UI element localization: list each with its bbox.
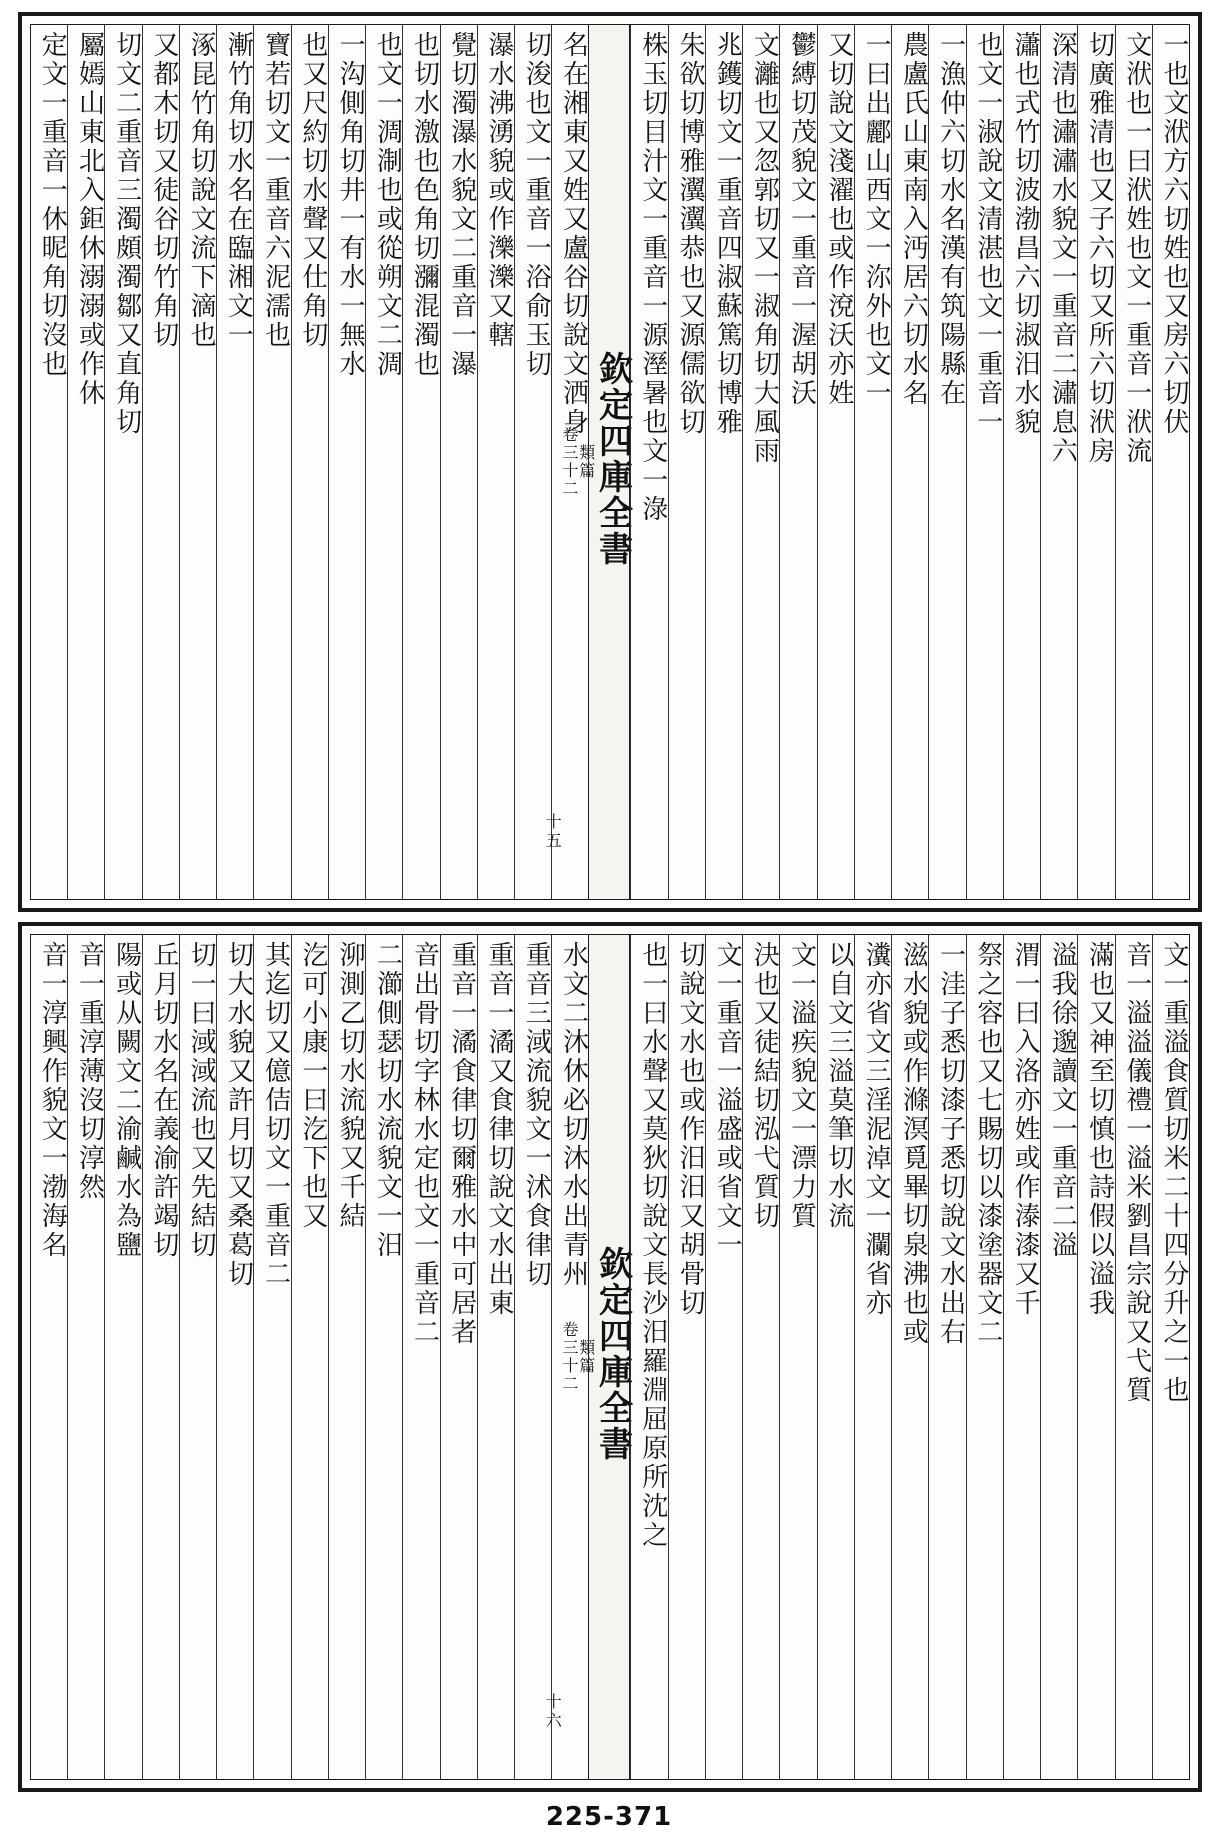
text-column: 深清也潚潚水貌文一重音二潚息六 — [1040, 25, 1077, 899]
text-column: 音一重淳薄沒切淳然 — [67, 935, 104, 1779]
text-column: 名在湘東又姓又盧谷切說文洒身 — [551, 25, 588, 899]
text-column: 株玉切目汁文一重音一源溼暑也文一淥 — [630, 25, 667, 899]
text-column: 陽或从闕文二渝鹹水為鹽 — [104, 935, 141, 1779]
text-column: 也文一淍淛也或從朔文二淍 — [365, 25, 402, 899]
text-column: 切廣雅清也又子六切又所六切洑房 — [1077, 25, 1114, 899]
text-column: 文一重溢食質切米二十四分升之一也 — [1152, 935, 1189, 1779]
text-column: 屬嫣山東北入鉅休溺溺或作休 — [67, 25, 104, 899]
text-column: 滿也又神至切慎也詩假以溢我 — [1077, 935, 1114, 1779]
text-column: 又切說文淺濯也或作渷沃亦姓 — [817, 25, 854, 899]
text-column: 切文二重音三濁頗濁鄒又直角切 — [104, 25, 141, 899]
text-column: 切浚也文一重音一浴俞玉切 — [514, 25, 551, 899]
text-column: 重音一潏又食律切說文水出東 — [477, 935, 514, 1779]
text-column: 渭一曰入洛亦姓或作溙漆又千 — [1003, 935, 1040, 1779]
top-page-panel — [18, 12, 1202, 912]
text-column: 切一曰淢淢流也又先結切 — [179, 935, 216, 1779]
text-column: 以自文三溢莫筆切水流 — [817, 935, 854, 1779]
text-column: 瀑水沸湧貌或作濼濼又轄 — [477, 25, 514, 899]
text-column: 寶若切文一重音六泥濡也 — [253, 25, 290, 899]
text-column: 也一曰水聲又莫狄切說文長沙汨羅淵屈原所沈之 — [630, 935, 667, 1779]
text-column: 又都木切又徒谷切竹角切 — [142, 25, 179, 899]
text-column: 瀟也式竹切波渤昌六切淑汨水貌 — [1003, 25, 1040, 899]
category-label: 類篇 — [576, 1339, 596, 1375]
text-column: 一沟側角切井一有水一無水 — [328, 25, 365, 899]
volume-label: 卷三十二 — [560, 1321, 579, 1393]
text-column: 一曰出酈山西文一沵外也文一 — [854, 25, 891, 899]
text-column: 農盧氏山東南入沔居六切水名 — [891, 25, 928, 899]
text-column: 音一淳興作貌文一渤海名 — [37, 941, 68, 1260]
text-column: 定文一重音一休昵角切沒也 — [37, 31, 68, 379]
text-column: 文洑也一曰洑姓也文一重音一洑流 — [1115, 25, 1152, 899]
page-number: 225-371 — [545, 1802, 673, 1832]
text-column: 溢我徐邈讀文一重音二溢 — [1040, 935, 1077, 1779]
text-column: 覺切濁瀑水貌文二重音一瀑 — [440, 25, 477, 899]
text-column: 切說文水也或作汨汨又胡骨切 — [668, 935, 705, 1779]
text-column: 滋水貌或作滌溟覓畢切泉沸也或 — [891, 935, 928, 1779]
text-column: 水文二沐休必切沐水出青州 — [551, 935, 588, 1779]
category-label: 類篇 — [576, 444, 596, 480]
text-column: 音出骨切字林水定也文一重音二 — [402, 935, 439, 1779]
text-column: 文灕也又忽郭切又一淑角切大風雨 — [742, 25, 779, 899]
folio-number: 十五 — [543, 813, 563, 851]
text-column: 瀵亦省文三淫泥淖文一瀾省亦 — [854, 935, 891, 1779]
text-column: 也文一淑說文清湛也文一重音一 — [966, 25, 1003, 899]
text-column: 泖測乙切水流貌又千結 — [328, 935, 365, 1779]
text-column: 汔可小康一曰汔下也又 — [291, 935, 328, 1779]
top-text-frame — [30, 24, 1190, 900]
volume-label: 卷三十二 — [560, 426, 579, 498]
text-column: 音一溢溢儀禮一溢米劉昌宗說又弋質 — [1115, 935, 1152, 1779]
text-column: 切大水貌又許月切又桑葛切 — [216, 935, 253, 1779]
text-column: 文一溢疾貌文一漂力質 — [779, 935, 816, 1779]
text-column: 也又尺約切水聲又仕角切 — [291, 25, 328, 899]
text-column: 鬱縛切茂貌文一重音一渥胡沃 — [779, 25, 816, 899]
text-column: 重音一潏食律切爾雅水中可居者 — [440, 935, 477, 1779]
text-column: 一洼子悉切漆子悉切說文水出右 — [928, 935, 965, 1779]
text-column: 朱欲切博雅瀷瀷恭也又源儒欲切 — [668, 25, 705, 899]
bottom-text-frame — [30, 934, 1190, 1780]
text-column: 其迄切又億佶切文一重音二 — [253, 935, 290, 1779]
text-column: 丘月切水名在義渝許竭切 — [142, 935, 179, 1779]
book-title: 欽定四庫全書 — [592, 1246, 633, 1462]
text-column: 祭之容也又七賜切以漆塗器文二 — [966, 935, 1003, 1779]
folio-number: 十六 — [543, 1693, 563, 1731]
bottom-page-panel — [18, 922, 1202, 1792]
text-column: 一也文洑方六切姓也又房六切伏 — [1152, 25, 1189, 899]
text-column: 文一重音一溢盛或省文一 — [705, 935, 742, 1779]
text-column: 兆鑊切文一重音四淑蘇篤切博雅 — [705, 25, 742, 899]
book-title: 欽定四庫全書 — [592, 351, 633, 567]
text-column: 二瀄側瑟切水流貌文一汨 — [365, 935, 402, 1779]
text-column: 決也又徒結切泓弋質切 — [742, 935, 779, 1779]
text-column: 一漁仲六切水名漢有筑陽縣在 — [928, 25, 965, 899]
text-column: 也切水激也色角切瀰混濁也 — [402, 25, 439, 899]
text-column: 漸竹角切水名在臨湘文一 — [216, 25, 253, 899]
text-column: 涿昆竹角切說文流下滴也 — [179, 25, 216, 899]
text-column: 重音三淢流貌文一沭食律切 — [514, 935, 551, 1779]
